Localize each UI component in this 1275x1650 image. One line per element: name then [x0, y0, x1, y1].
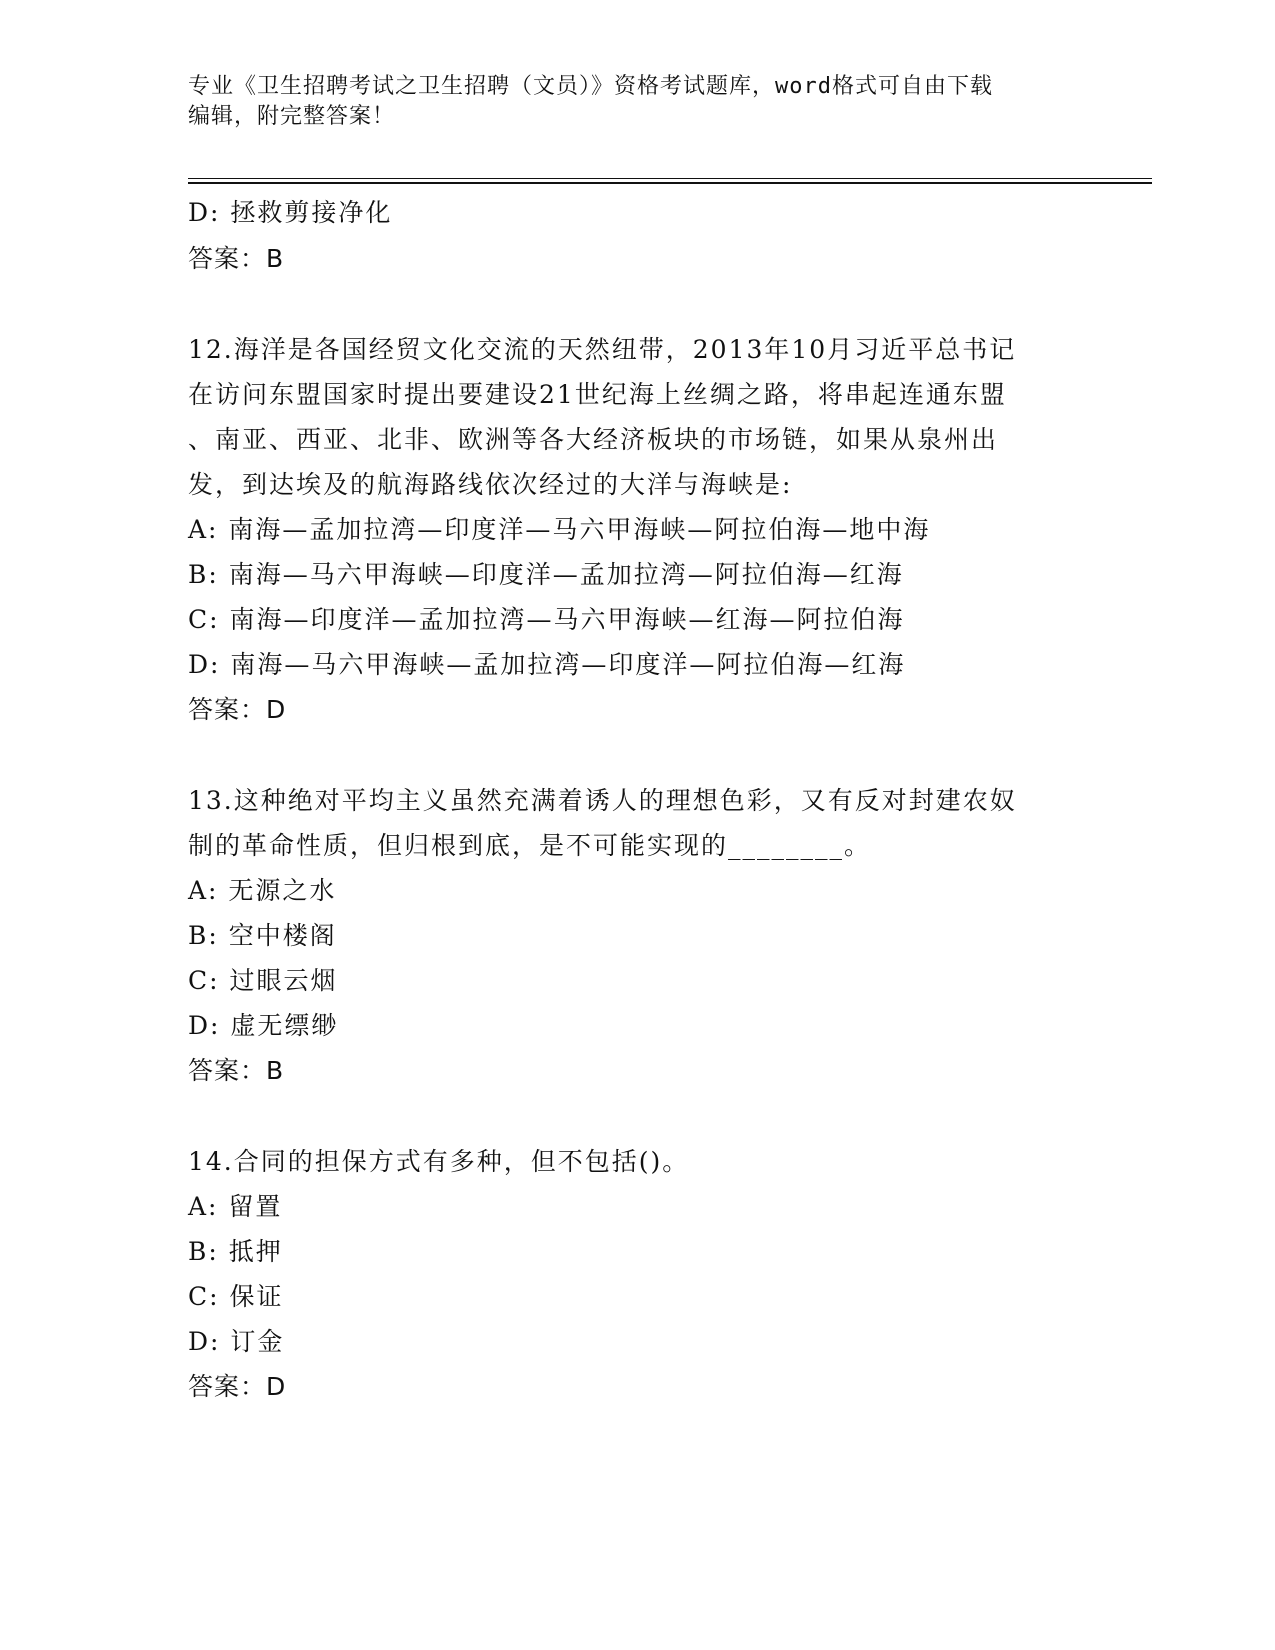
header-line-1: 专业《卫生招聘考试之卫生招聘（文员）》资格考试题库，word格式可自由下载 [188, 74, 993, 99]
spacer [188, 733, 1088, 778]
option-a: A: 无源之水 [188, 876, 337, 905]
question-13 [188, 778, 1088, 1094]
header-divider-thin [188, 178, 1152, 179]
option-b: B: 南海—马六甲海峡—印度洋—孟加拉湾—阿拉伯海—红海 [188, 560, 904, 589]
option-d: D: 虚无缥缈 [188, 1011, 339, 1040]
question-text-line: 在访问东盟国家时提出要建设21世纪海上丝绸之路，将串起连通东盟 [188, 380, 1007, 409]
answer-line: 答案：B [188, 1056, 285, 1085]
question-text-line: 发，到达埃及的航海路线依次经过的大洋与海峡是: [188, 470, 793, 499]
spacer [188, 282, 1088, 327]
previous-question-tail [188, 190, 1088, 282]
document-header [188, 72, 1088, 132]
option-d: D: 订金 [188, 1327, 285, 1356]
answer-line: 答案：D [188, 695, 287, 724]
question-text-line: 、南亚、西亚、北非、欧洲等各大经济板块的市场链，如果从泉州出 [188, 425, 999, 454]
question-text-line: 14.合同的担保方式有多种，但不包括()。 [188, 1147, 690, 1176]
header-line-2: 编辑，附完整答案！ [188, 104, 396, 129]
option-b: B: 空中楼阁 [188, 921, 337, 950]
option-b: B: 抵押 [188, 1237, 283, 1266]
spacer [188, 1094, 1088, 1139]
question-text-line: 制的革命性质，但归根到底，是不可能实现的________。 [188, 831, 872, 860]
question-12 [188, 327, 1088, 733]
question-text-line: 13.这种绝对平均主义虽然充满着诱人的理想色彩，又有反对封建农奴 [188, 786, 1017, 815]
question-list [188, 190, 1088, 1410]
option-d: D: 拯救剪接净化 [188, 198, 393, 227]
question-text-line: 12.海洋是各国经贸文化交流的天然纽带，2013年10月习近平总书记 [188, 335, 1017, 364]
option-a: A: 留置 [188, 1192, 283, 1221]
option-c: C: 保证 [188, 1282, 284, 1311]
option-d: D: 南海—马六甲海峡—孟加拉湾—印度洋—阿拉伯海—红海 [188, 650, 906, 679]
answer-line: 答案：D [188, 1372, 287, 1401]
option-c: C: 南海—印度洋—孟加拉湾—马六甲海峡—红海—阿拉伯海 [188, 605, 905, 634]
header-divider-thick [188, 182, 1152, 184]
option-a: A: 南海—孟加拉湾—印度洋—马六甲海峡—阿拉伯海—地中海 [188, 515, 931, 544]
answer-line: 答案：B [188, 244, 285, 273]
option-c: C: 过眼云烟 [188, 966, 338, 995]
question-14 [188, 1139, 1088, 1410]
